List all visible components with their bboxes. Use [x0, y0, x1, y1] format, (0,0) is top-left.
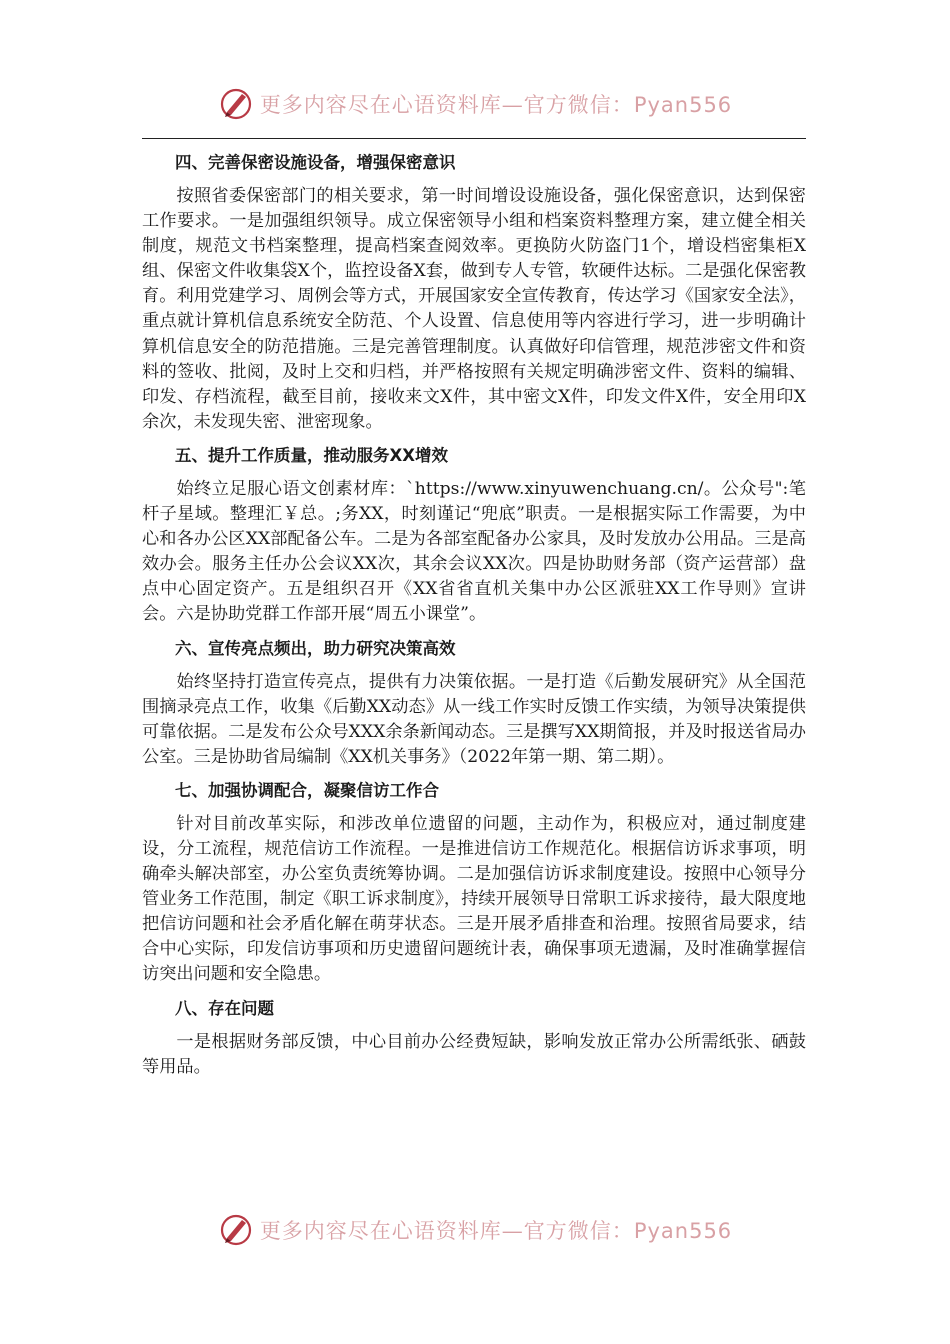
document-body [142, 142, 806, 1088]
section-heading: 七、加强协调配合，凝聚信访工作合 [175, 780, 439, 800]
section-paragraph: 按照省委保密部门的相关要求，第一时间增设设施设备，强化保密意识，达到保密工作要求。一是加强组织领导。成立保密领导小组和档案资料整理方案，建立健全相关制度，规范文书档案整理，提高档案查阅效率。更换防火防盗门1个，增设档密集柜X组、保密文件收集袋X个，监控设备X套，做到专人专管，软硬件达标。二是强化保密教育。利用党建学习、周例会等方式，开展国家安全宣传教育，传达学习《国家安全法》，重点就计算机信息系统安全防范、个人设置、信息使用等内容进行学习，进一步明确计算机信息安全的防范措施。三是完善管理制度。认真做好印信管理，规范涉密文件和资料的签收、批阅，及时上交和归档，并严格按照有关规定明确涉密文件、资料的编辑、印发、存档流程，截至目前，接收来文X件，其中密文X件，印发文件X件，安全用印X余次，未发现失密、泄密现象。 [142, 186, 806, 432]
pen-logo-icon [218, 86, 254, 122]
section-heading: 四、完善保密设施设备，增强保密意识 [175, 153, 456, 172]
section-heading: 六、宣传亮点频出，助力研究决策高效 [175, 638, 456, 658]
header-divider [142, 138, 806, 139]
footer-banner-text: 更多内容尽在心语资料库—官方微信：Pyan556 [259, 1219, 733, 1243]
pen-logo-icon [218, 1212, 254, 1248]
section-paragraph: 始终立足服心语文创素材库：`https://www.xinyuwenchuang.cn/。公众号":笔杆子星域。整理汇￥总。;务XX，时刻谨记“兜底”职责。一是根据实际工作需要，为中心和各办公区XX部配备公车。二是为各部室配备办公家具，及时发放办公用品。三是高效办会。服务主任办公会议XX次，其余会议XX次。四是协助财务部（资产运营部）盘点中心固定资产。五是组织召开《XX省省直机关集中办公区派驻XX工作导则》宣讲会。六是协助党群工作部开展“周五小课堂”。 [142, 478, 806, 625]
section-paragraph: 始终坚持打造宣传亮点，提供有力决策依据。一是打造《后勤发展研究》从全国范围摘录亮点工作，收集《后勤XX动态》从一线工作实时反馈工作实绩，为领导决策提供可靠依据。二是发布公众号XXX余条新闻动态。三是撰写XX期简报，并及时报送省局办公室。三是协助省局编制《XX机关事务》（2022年第一期、第二期）。 [142, 671, 806, 767]
section-paragraph: 针对目前改革实际，和涉改单位遗留的问题，主动作为，积极应对，通过制度建设，分工流程，规范信访工作流程。一是推进信访工作规范化。根据信访诉求事项，明确牵头解决部室，办公室负责统筹协调。二是加强信访诉求制度建设。按照中心领导分管业务工作范围，制定《职工诉求制度》，持续开展领导日常职工诉求接待，最大限度地把信访问题和社会矛盾化解在萌芽状态。三是开展矛盾排查和治理。按照省局要求，结合中心实际，印发信访事项和历史遗留问题统计表，确保事项无遗漏，及时准确掌握信访突出问题和安全隐患。 [142, 813, 806, 985]
section-paragraph: 一是根据财务部反馈，中心目前办公经费短缺，影响发放正常办公所需纸张、硒鼓等用品。 [142, 1031, 806, 1077]
page-header-banner [0, 82, 950, 126]
section-heading: 八、存在问题 [175, 998, 274, 1018]
page-footer-banner [0, 1208, 950, 1252]
section-heading: 五、提升工作质量，推动服务XX增效 [175, 445, 448, 465]
header-banner-text: 更多内容尽在心语资料库—官方微信：Pyan556 [259, 93, 733, 117]
